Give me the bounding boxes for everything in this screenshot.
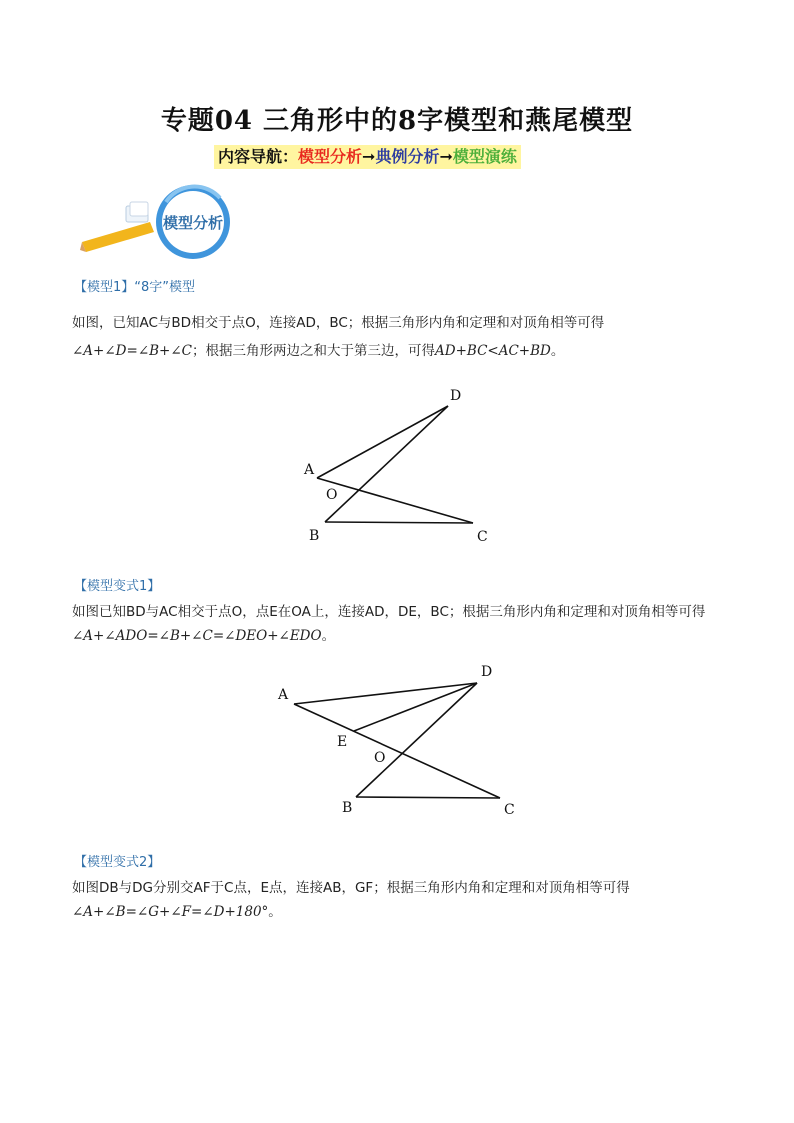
nav-step-model-practice: 模型演练 (452, 147, 517, 166)
text-span: 。 (268, 904, 282, 920)
badge-text: 模型分析 (162, 214, 224, 232)
point-label-C: C (477, 529, 488, 545)
section-label-variant-1: 【模型变式1】 (74, 579, 161, 594)
point-label-D: D (481, 664, 493, 680)
formula: AD+BC<AC+BD (435, 343, 551, 359)
figure-variant-1 (270, 660, 530, 820)
formula: ∠A+∠D=∠B+∠C (72, 343, 193, 359)
page-title: 专题04 三角形中的8字模型和燕尾模型 (160, 106, 634, 136)
text-span: 。 (550, 343, 565, 359)
point-label-C: C (504, 802, 515, 818)
point-label-E: E (337, 734, 348, 750)
text-span: 。 (321, 628, 336, 644)
figure-8-model (295, 382, 495, 548)
nav-step-model-analysis: 模型分析 (298, 147, 363, 166)
point-label-O: O (326, 487, 338, 503)
text-line: 如图DB与DG分别交AF于C点，E点，连接AB，GF；根据三角形内角和定理和对顶角相等可得 (72, 880, 630, 896)
text-line (72, 624, 727, 648)
text-line (72, 900, 727, 924)
point-label-B: B (342, 800, 353, 816)
segment-CA (294, 704, 500, 798)
arrow-icon: ➞ (362, 147, 376, 166)
section-3-text (72, 876, 727, 924)
nav-label: 内容导航： (218, 147, 299, 166)
text-line: 如图已知BD与AC相交于点O，点E在OA上，连接AD，DE，BC；根据三角形内角和定理和对顶角相等可得 (72, 604, 706, 620)
section-1-text (72, 309, 727, 365)
section-label-variant-2: 【模型变式2】 (74, 855, 161, 870)
point-label-A: A (304, 462, 315, 478)
formula: ∠A+∠ADO=∠B+∠C=∠DEO+∠EDO (72, 628, 322, 644)
point-label-O: O (374, 750, 386, 766)
section-label-model-1: 【模型1】“8字”模型 (74, 280, 196, 295)
text-line (72, 337, 727, 365)
formula: ∠A+∠B=∠G+∠F=∠D+180° (72, 904, 269, 920)
arrow-icon: ➞ (439, 147, 453, 166)
segment-CA (317, 478, 473, 523)
model-analysis-badge (80, 180, 240, 260)
point-label-D: D (450, 388, 462, 404)
segment-BC (325, 522, 473, 523)
section-2-text (72, 600, 727, 648)
nav-step-example-analysis: 典例分析 (375, 147, 440, 166)
text-line: 如图，已知AC与BD相交于点O，连接AD，BC；根据三角形内角和定理和对顶角相等可得 (72, 315, 605, 331)
content-navigation (214, 145, 521, 169)
point-label-B: B (309, 528, 320, 544)
text-span: ；根据三角形两边之和大于第三边，可得 (192, 343, 436, 359)
point-label-A: A (278, 687, 289, 703)
segment-BC (356, 797, 500, 798)
